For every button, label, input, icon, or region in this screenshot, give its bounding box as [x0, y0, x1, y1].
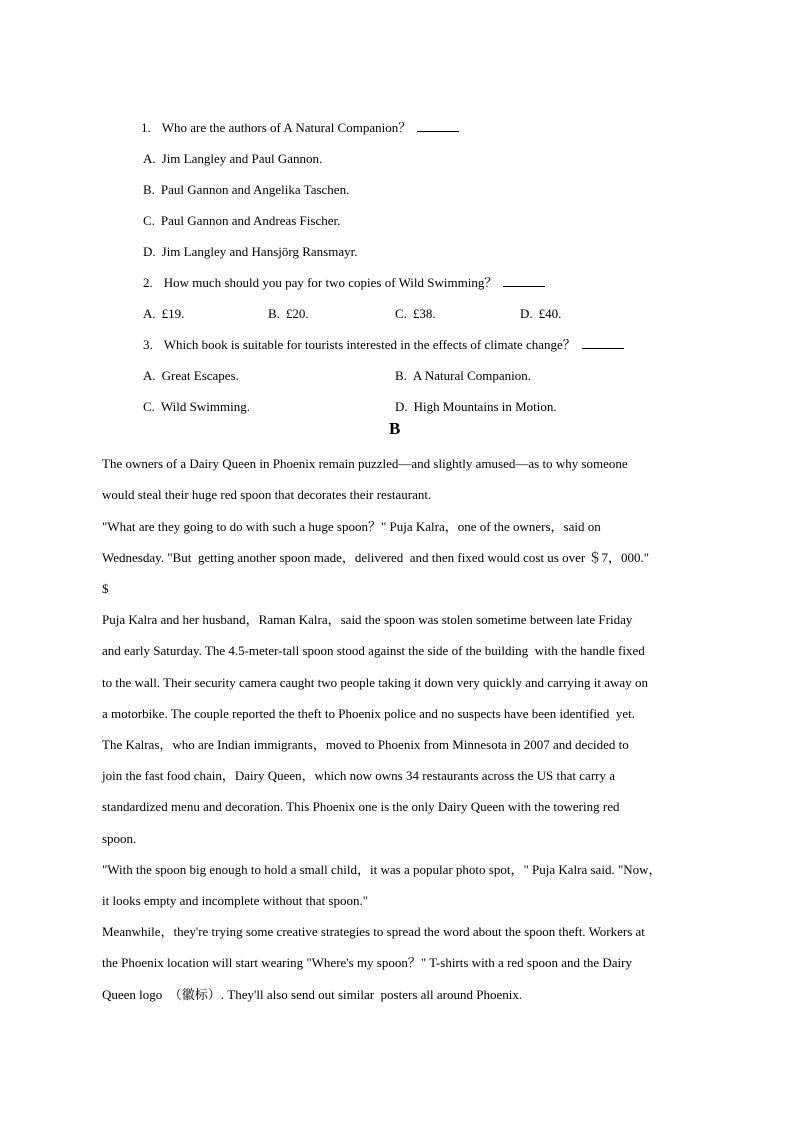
- option-letter: D.: [395, 399, 408, 414]
- option-letter: B.: [268, 306, 280, 321]
- passage-line: a motorbike. The couple reported the theft to Phoenix police and no suspects have been identified yet.: [102, 706, 635, 721]
- option-text: Jim Langley and Paul Gannon.: [161, 151, 323, 166]
- passage-line: it looks empty and incomplete without that spoon.": [102, 893, 368, 908]
- answer-blank[interactable]: [503, 275, 545, 287]
- question-text: Which book is suitable for tourists interested in the effects of climate change？: [163, 337, 576, 352]
- option-letter: D.: [520, 306, 533, 321]
- passage-line: the Phoenix location will start wearing "Where's my spoon？" T-shirts with a red spoon and the Dairy: [102, 955, 632, 970]
- passage-line: The Kalras，who are Indian immigrants，moved to Phoenix from Minnesota in 2007 and decided to: [102, 737, 629, 752]
- passage-line: Puja Kalra and her husband，Raman Kalra，said the spoon was stolen sometime between late Friday: [102, 612, 633, 627]
- q3-option-c[interactable]: [130, 383, 250, 431]
- option-letter: D.: [143, 244, 156, 259]
- option-text: Great Escapes.: [161, 368, 239, 383]
- passage-line: and early Saturday. The 4.5-meter-tall spoon stood against the side of the building with the handle fixed: [102, 643, 645, 658]
- answer-blank[interactable]: [417, 120, 459, 132]
- option-text: High Mountains in Motion.: [413, 399, 557, 414]
- option-text: A Natural Companion.: [412, 368, 531, 383]
- option-letter: A.: [143, 368, 156, 383]
- option-text: £38.: [412, 306, 436, 321]
- option-text: Jim Langley and Hansjörg Ransmayr.: [161, 244, 358, 259]
- passage-line: "What are they going to do with such a huge spoon？" Puja Kalra，one of the owners，said on: [102, 519, 601, 534]
- passage-line: standardized menu and decoration. This Phoenix one is the only Dairy Queen with the towering red: [102, 799, 620, 814]
- option-letter: C.: [143, 213, 155, 228]
- passage-line: Wednesday. "But getting another spoon made，delivered and then fixed would cost us over ＄7，000.": [102, 550, 650, 565]
- option-letter: A.: [143, 306, 156, 321]
- passage-line: to the wall. Their security camera caught two people taking it down very quickly and carrying it away on: [102, 675, 648, 690]
- question-number: 3.: [143, 337, 153, 352]
- option-text: Paul Gannon and Andreas Fischer.: [160, 213, 341, 228]
- question-text: Who are the authors of A Natural Companion？: [161, 120, 412, 135]
- passage-line: $: [102, 581, 109, 596]
- answer-blank[interactable]: [582, 337, 624, 349]
- passage-line: "With the spoon big enough to hold a small child，it was a popular photo spot，" Puja Kalra said. "Now，: [102, 862, 662, 877]
- option-letter: B.: [395, 368, 407, 383]
- option-text: £19.: [161, 306, 185, 321]
- option-letter: C.: [143, 399, 155, 414]
- question-number: 1.: [141, 120, 151, 135]
- q3-option-d[interactable]: [382, 383, 557, 431]
- option-letter: A.: [143, 151, 156, 166]
- option-text: Wild Swimming.: [160, 399, 250, 414]
- question-text: How much should you pay for two copies of Wild Swimming？: [163, 275, 498, 290]
- option-text: £40.: [538, 306, 562, 321]
- passage-line: spoon.: [102, 831, 137, 846]
- passage-line: Queen logo （徽标）. They'll also send out similar posters all around Phoenix.: [102, 987, 523, 1002]
- section-heading: B: [389, 419, 401, 438]
- option-letter: C.: [395, 306, 407, 321]
- option-text: Paul Gannon and Angelika Taschen.: [160, 182, 350, 197]
- passage-line: would steal their huge red spoon that decorates their restaurant.: [102, 487, 432, 502]
- option-text: £20.: [285, 306, 309, 321]
- question-number: 2.: [143, 275, 153, 290]
- question-2: [130, 259, 545, 307]
- passage-line: Meanwhile，they're trying some creative strategies to spread the word about the spoon theft. Workers at: [102, 924, 645, 939]
- option-letter: B.: [143, 182, 155, 197]
- passage-line: join the fast food chain，Dairy Queen，which now owns 34 restaurants across the US that carry a: [102, 768, 615, 783]
- passage-line: The owners of a Dairy Queen in Phoenix remain puzzled—and slightly amused—as to why someone: [102, 456, 628, 471]
